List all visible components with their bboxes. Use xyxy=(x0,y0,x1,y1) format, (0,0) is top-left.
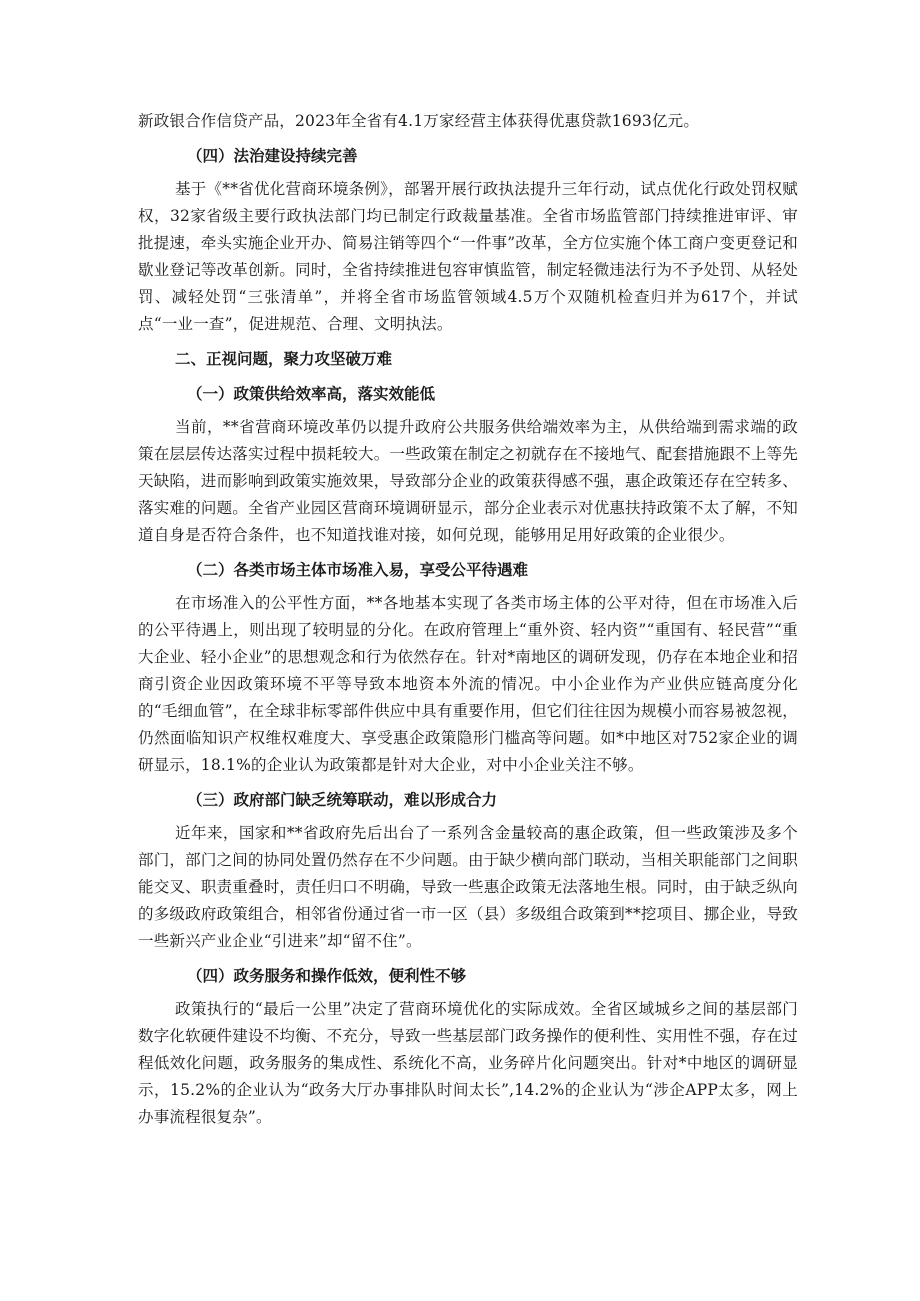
paragraph-policy-supply: 当前，**省营商环境改革仍以提升政府公共服务供给端效率为主，从供给端到需求端的政策在层层传达落实过程中损耗较大。一些政策在制定之初就存在不接地气、配套措施跟不上等先天缺陷，进而影响到政策实施效果，导致部分企业的政策获得感不强，惠企政策还存在空转多、落实难的问题。全省产业园区营商环境调研显示，部分企业表示对优惠扶持政策不太了解，不知道自身是否符合条件，也不知道找谁对接，如何兑现，能够用足用好政策的企业很少。 xyxy=(138,418,798,544)
paragraph-government-services: 政策执行的“最后一公里”决定了营商环境优化的实际成效。全省区域城乡之间的基层部门数字化软硬件建设不均衡、不充分，导致一些基层部门政务操作的便利性、实用性不强，存在过程低效化问题，政务服务的集成性、系统化不高，业务碎片化问题突出。针对*中地区的调研显示，15.2%的企业认为“政务大厅办事排队时间太长”,14.2%的企业认为“涉企APP太多，网上办事流程很复杂”。 xyxy=(138,1000,798,1126)
heading-market-access: （二）各类市场主体市场准入易，享受公平待遇难 xyxy=(187,561,529,579)
heading-section-two: 二、正视问题，聚力攻坚破万难 xyxy=(175,350,393,368)
paragraph-rule-of-law: 基于《**省优化营商环境条例》，部署开展行政执法提升三年行动，试点优化行政处罚权赋权，32家省级主要行政执法部门均已制定行政裁量基准。全省市场监管部门持续推进审评、审批提速，牵头实施企业开办、简易注销等四个“一件事”改革，全方位实施个体工商户变更登记和歇业登记等改革创新。同时，全省持续推进包容审慎监管，制定轻微违法行为不予处罚、从轻处罚、减轻处罚“三张清单”，并将全省市场监管领域4.5万个双随机检查归并为617个，并试点“一业一查”，促进规范、合理、文明执法。 xyxy=(138,180,798,333)
heading-policy-supply: （一）政策供给效率高，落实效能低 xyxy=(187,385,436,403)
heading-coordination: （三）政府部门缺乏统筹联动，难以形成合力 xyxy=(187,791,498,809)
heading-government-services: （四）政务服务和操作低效，便利性不够 xyxy=(187,967,467,985)
paragraph-coordination: 近年来，国家和**省政府先后出台了一系列含金量较高的惠企政策，但一些政策涉及多个部门，部门之间的协同处置仍然存在不少问题。由于缺少横向部门联动，当相关职能部门之间职能交叉、职责重叠时，责任归口不明确，导致一些惠企政策无法落地生根。同时，由于缺乏纵向的多级政府政策组合，相邻省份通过省一市一区（县）多级组合政策到**挖项目、挪企业，导致一些新兴产业企业“引进来”却“留不住”。 xyxy=(138,824,798,950)
paragraph-loans: 新政银合作信贷产品，2023年全省有4.1万家经营主体获得优惠贷款1693亿元。 xyxy=(138,112,700,130)
heading-rule-of-law: （四）法治建设持续完善 xyxy=(187,147,358,165)
document-body xyxy=(138,108,798,1131)
paragraph-market-access: 在市场准入的公平性方面，**各地基本实现了各类市场主体的公平对待，但在市场准入后的公平待遇上，则出现了较明显的分化。在政府管理上“重外资、轻内资”“重国有、轻民营”“重大企业、轻小企业”的思想观念和行为依然存在。针对*南地区的调研发现，仍存在本地企业和招商引资企业因政策环境不平等导致本地资本外流的情况。中小企业作为产业供应链高度分化的“毛细血管”，在全球非标零部件供应中具有重要作用，但它们往往因为规模小而容易被忽视，仍然面临知识产权维权难度大、享受惠企政策隐形门槛高等问题。如*中地区对752家企业的调研显示，18.1%的企业认为政策都是针对大企业，对中小企业关注不够。 xyxy=(138,594,798,774)
